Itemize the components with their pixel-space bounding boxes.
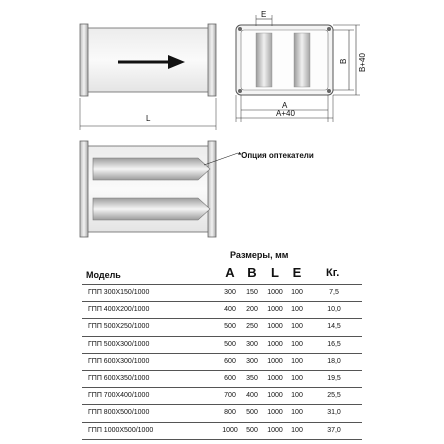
kg-header: Кг. bbox=[326, 267, 340, 279]
column-header-row bbox=[82, 264, 362, 284]
dim-label-E: E bbox=[261, 10, 267, 19]
model-cell: ГПП 600X350/1000 bbox=[88, 374, 150, 382]
a-cell: 500 bbox=[224, 340, 236, 348]
dim-label-A40: A+40 bbox=[276, 109, 295, 118]
kg-cell: 31,0 bbox=[327, 409, 341, 417]
model-header: Модель bbox=[86, 270, 121, 280]
e-cell: 100 bbox=[291, 357, 303, 365]
model-cell: ГПП 300X150/1000 bbox=[88, 289, 150, 296]
col-header-E: E bbox=[292, 265, 302, 280]
dim-label-B: B bbox=[339, 58, 348, 64]
l-cell: 1000 bbox=[267, 392, 283, 400]
dims-header: Размеры, мм bbox=[230, 250, 289, 260]
e-cell: 100 bbox=[291, 374, 303, 382]
a-cell: 300 bbox=[224, 289, 236, 296]
model-cell: ГПП 500X300/1000 bbox=[88, 340, 150, 348]
l-cell: 1000 bbox=[267, 409, 283, 417]
top-view-right-flange bbox=[208, 141, 216, 237]
e-cell: 100 bbox=[291, 409, 303, 417]
a-cell: 800 bbox=[224, 409, 236, 417]
front-view bbox=[236, 10, 367, 122]
top-view bbox=[80, 141, 314, 237]
kg-cell: 7,5 bbox=[329, 289, 339, 296]
l-cell: 1000 bbox=[267, 357, 283, 365]
table-row bbox=[82, 318, 362, 335]
side-view-left-flange bbox=[80, 24, 88, 96]
l-cell: 1000 bbox=[267, 289, 283, 296]
l-cell: 1000 bbox=[267, 340, 283, 348]
b-cell: 300 bbox=[246, 340, 258, 348]
a-cell: 1000 bbox=[222, 426, 238, 434]
model-cell: ГПП 1000X500/1000 bbox=[88, 426, 154, 434]
kg-cell: 18,0 bbox=[327, 357, 341, 365]
b-cell: 150 bbox=[246, 289, 258, 296]
side-view bbox=[80, 24, 216, 130]
turning-vane-left bbox=[256, 33, 272, 87]
e-cell: 100 bbox=[291, 323, 303, 331]
b-cell: 300 bbox=[246, 357, 258, 365]
fairing-lower bbox=[93, 198, 210, 220]
dim-label-A: A bbox=[282, 101, 288, 110]
table-row bbox=[82, 301, 362, 318]
col-header-B: B bbox=[247, 265, 257, 280]
kg-cell: 16,5 bbox=[327, 340, 341, 348]
l-cell: 1000 bbox=[267, 374, 283, 382]
model-cell: ГПП 400X200/1000 bbox=[88, 306, 150, 314]
b-cell: 350 bbox=[246, 374, 258, 382]
kg-cell: 14,5 bbox=[327, 323, 341, 331]
fairing-upper bbox=[93, 158, 210, 180]
b-cell: 250 bbox=[246, 323, 258, 331]
e-cell: 100 bbox=[291, 340, 303, 348]
b-cell: 500 bbox=[246, 426, 258, 434]
model-cell: ГПП 700X400/1000 bbox=[88, 392, 150, 400]
model-cell: ГПП 600X300/1000 bbox=[88, 357, 150, 365]
b-cell: 500 bbox=[246, 409, 258, 417]
b-cell: 200 bbox=[246, 306, 258, 314]
side-view-right-flange bbox=[208, 24, 216, 96]
table-row bbox=[82, 370, 362, 387]
e-cell: 100 bbox=[291, 392, 303, 400]
kg-cell: 25,5 bbox=[327, 392, 341, 400]
side-view-body bbox=[86, 28, 210, 92]
a-cell: 600 bbox=[224, 357, 236, 365]
a-cell: 700 bbox=[224, 392, 236, 400]
l-cell: 1000 bbox=[267, 426, 283, 434]
model-cell: ГПП 500X250/1000 bbox=[88, 323, 150, 331]
table-row bbox=[82, 387, 362, 404]
col-header-L: L bbox=[271, 265, 279, 280]
dim-label-L: L bbox=[146, 114, 151, 123]
a-cell: 400 bbox=[224, 306, 236, 314]
table-body bbox=[82, 284, 362, 440]
table-row bbox=[82, 353, 362, 370]
turning-vane-right bbox=[294, 33, 310, 87]
kg-cell: 37,0 bbox=[327, 426, 341, 434]
l-cell: 1000 bbox=[267, 306, 283, 314]
fairing-option-note: *Опция оптекатели bbox=[238, 151, 314, 160]
kg-cell: 19,5 bbox=[327, 374, 341, 382]
a-cell: 500 bbox=[224, 323, 236, 331]
table-row bbox=[82, 336, 362, 353]
model-cell: ГПП 800X500/1000 bbox=[88, 409, 150, 417]
l-cell: 1000 bbox=[267, 323, 283, 331]
dim-label-B40: B+40 bbox=[358, 53, 367, 72]
b-cell: 400 bbox=[246, 392, 258, 400]
col-header-A: A bbox=[225, 265, 235, 280]
e-cell: 100 bbox=[291, 426, 303, 434]
table-row bbox=[82, 404, 362, 421]
table-row bbox=[82, 422, 362, 440]
a-cell: 600 bbox=[224, 374, 236, 382]
table-row bbox=[82, 284, 362, 301]
e-cell: 100 bbox=[291, 306, 303, 314]
specs-table bbox=[82, 250, 362, 440]
kg-cell: 10,0 bbox=[327, 306, 341, 314]
top-view-left-flange bbox=[80, 141, 88, 237]
e-cell: 100 bbox=[291, 289, 303, 296]
